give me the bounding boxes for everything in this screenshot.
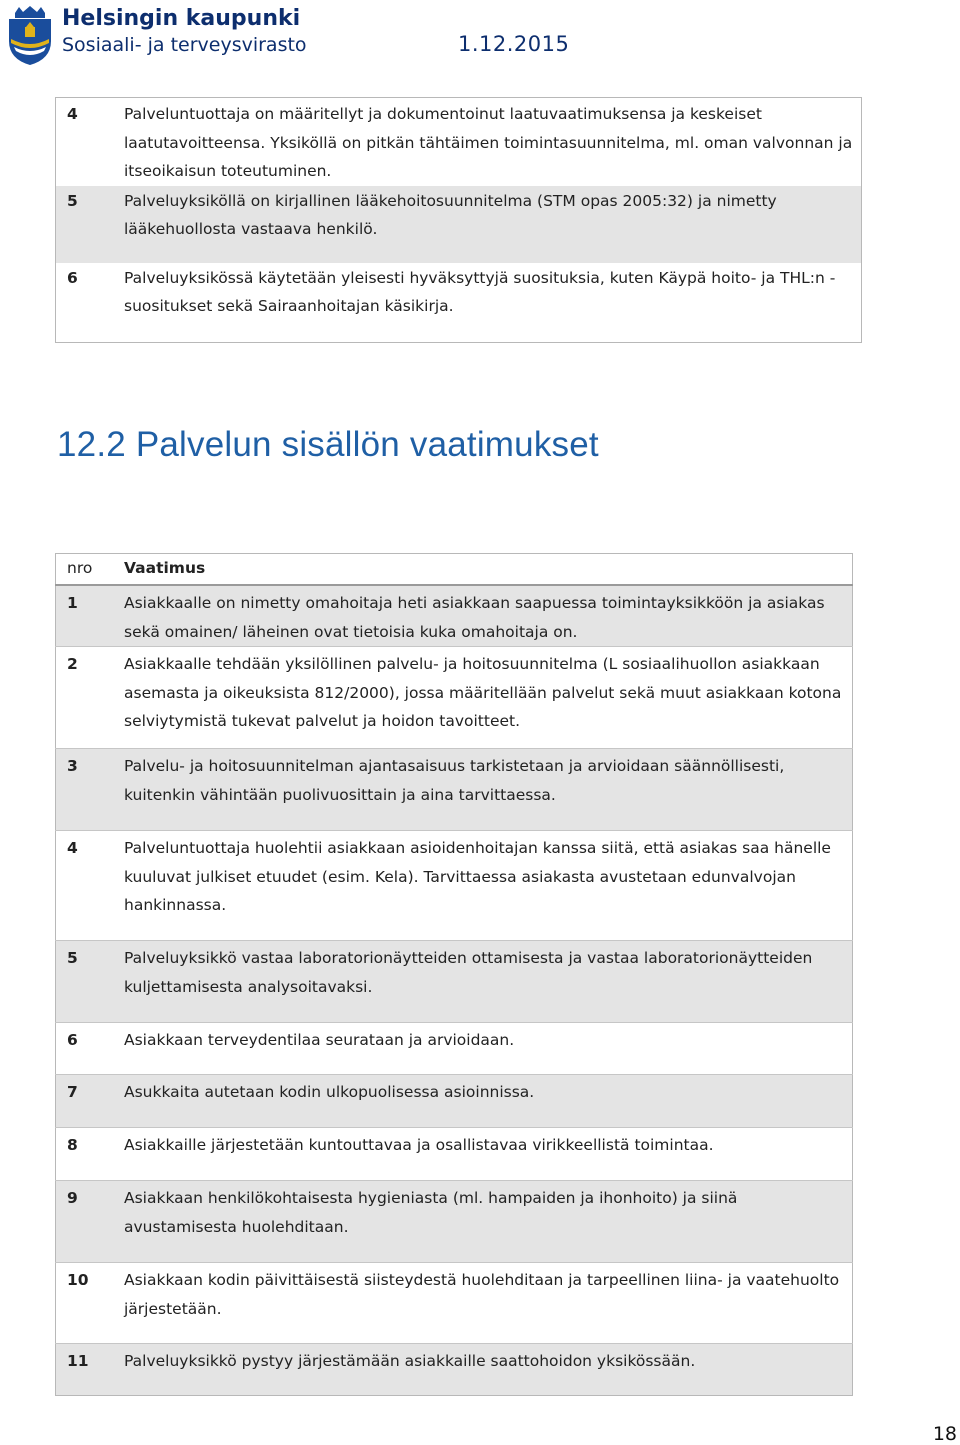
previous-requirements-table [55, 97, 862, 343]
table-row [56, 647, 853, 749]
row-number: 2 [56, 647, 123, 749]
table-row [56, 98, 862, 186]
column-header-requirement: Vaatimus [122, 554, 853, 586]
table-row [56, 831, 853, 941]
table-row [56, 1128, 853, 1181]
section-heading: 12.2 Palvelun sisällön vaatimukset [57, 425, 599, 464]
column-header-number: nro [56, 554, 123, 586]
table-row [56, 749, 853, 831]
row-number: 3 [56, 749, 123, 831]
table-row [56, 1023, 853, 1075]
row-number: 7 [56, 1075, 123, 1128]
row-text: Asiakkaalle on nimetty omahoitaja heti asiakkaan saapuessa toimintayksikköön ja asiakas sekä omainen/ läheinen ovat tietoisia kuka omahoitaja on. [122, 585, 853, 647]
table-header-row [56, 554, 853, 586]
document-date: 1.12.2015 [458, 32, 570, 56]
row-text: Asiakkaalle tehdään yksilöllinen palvelu- ja hoitosuunnitelma (L sosiaalihuollon asiakkaan asemasta ja oikeuksista 812/2000), jossa määritellään palvelut sekä muut asiakkaan kotona selviytymistä tukevat palvelut ja hoidon tavoitteet. [122, 647, 853, 749]
row-number: 6 [67, 268, 78, 287]
row-number: 1 [56, 585, 123, 647]
row-number: 4 [56, 831, 123, 941]
table-row [56, 1344, 853, 1396]
row-number: 10 [56, 1263, 123, 1344]
row-text: Asiakkaan henkilökohtaisesta hygieniasta (ml. hampaiden ja ihonhoito) ja siinä avustamisesta huolehditaan. [122, 1181, 853, 1263]
row-number: 6 [56, 1023, 123, 1075]
row-number: 5 [67, 191, 78, 210]
page-header [0, 0, 960, 70]
row-text: Palveluyksikkö vastaa laboratorionäytteiden ottamisesta ja vastaa laboratorionäytteiden kuljettamisesta analysoitavaksi. [122, 941, 853, 1023]
row-text: Asukkaita autetaan kodin ulkopuolisessa asioinnissa. [122, 1075, 853, 1128]
row-number: 8 [56, 1128, 123, 1181]
table-row [56, 1181, 853, 1263]
table-row [56, 1263, 853, 1344]
row-text: Asiakkaan terveydentilaa seurataan ja arvioidaan. [122, 1023, 853, 1075]
row-text: Asiakkaan kodin päivittäisestä siisteydestä huolehditaan ja tarpeellinen liina- ja vaatehuolto järjestetään. [122, 1263, 853, 1344]
table-row [56, 263, 862, 343]
row-number: 11 [56, 1344, 123, 1396]
table-row [56, 1075, 853, 1128]
row-text: Palvelu- ja hoitosuunnitelman ajantasaisuus tarkistetaan ja arvioidaan säännöllisesti, kuitenkin vähintään puolivuosittain ja aina tarvittaessa. [122, 749, 853, 831]
helsinki-crest-icon [5, 5, 55, 67]
table-row [56, 941, 853, 1023]
row-text: Palveluyksikössä käytetään yleisesti hyväksyttyjä suosituksia, kuten Käypä hoito- ja THL:n -suositukset sekä Sairaanhoitajan käsikirja. [124, 268, 836, 315]
row-number: 4 [67, 105, 78, 123]
row-text: Palveluntuottaja on määritellyt ja dokumentoinut laatuvaatimuksensa ja keskeiset laatutavoitteensa. Yksiköllä on pitkän tähtäimen toimintasuunnitelma, ml. oman valvonnan ja itseoikaisun toteutuminen. [124, 105, 853, 180]
organization-name: Helsingin kaupunki [62, 6, 301, 31]
table-row [56, 186, 862, 263]
table-row [56, 585, 853, 647]
service-content-requirements-table [55, 553, 853, 1396]
row-text: Asiakkaille järjestetään kuntouttavaa ja osallistavaa virikkeellistä toimintaa. [122, 1128, 853, 1181]
row-text: Palveluyksiköllä on kirjallinen lääkehoitosuunnitelma (STM opas 2005:32) ja nimetty lääkehuollosta vastaava henkilö. [124, 191, 777, 238]
row-number: 9 [56, 1181, 123, 1263]
row-text: Palveluyksikkö pystyy järjestämään asiakkaille saattohoidon yksikössään. [122, 1344, 853, 1396]
organization-department: Sosiaali- ja terveysvirasto [62, 34, 307, 56]
row-number: 5 [56, 941, 123, 1023]
page-number: 18 [932, 1423, 957, 1445]
row-text: Palveluntuottaja huolehtii asiakkaan asioidenhoitajan kanssa siitä, että asiakas saa hänelle kuuluvat julkiset etuudet (esim. Kela). Tarvittaessa asiakasta avustetaan edunvalvojan hankinnassa. [122, 831, 853, 941]
